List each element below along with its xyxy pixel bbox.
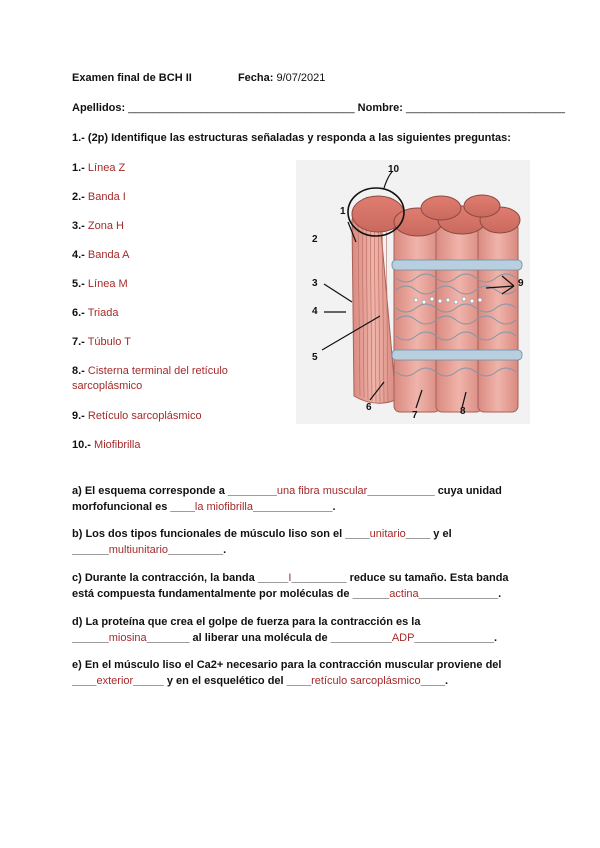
- diagram-label-4: 4: [312, 306, 318, 317]
- muscle-fiber-diagram: [296, 160, 530, 424]
- diagram-label-9: 9: [518, 278, 524, 289]
- question-1-text: (2p) Identifique las estructuras señaladas y responda a las siguientes preguntas:: [87, 132, 511, 144]
- question-a-answer-2: la miofibrilla: [194, 501, 253, 513]
- question-d-answer-2: ADP: [391, 632, 415, 644]
- item-number: 8.-: [72, 365, 85, 377]
- question-e-text-2: _____ y en el esquelético del ____: [133, 675, 312, 687]
- question-1-number: 1.-: [72, 132, 85, 144]
- question-b-answer-1: unitario: [369, 528, 406, 540]
- item-number: 10.-: [72, 439, 91, 451]
- list-item: [72, 190, 126, 205]
- nombre-field[interactable]: __________________________: [405, 102, 566, 114]
- question-a-answer-1: una fibra muscular: [276, 485, 368, 497]
- diagram-label-10: 10: [388, 164, 400, 175]
- exam-header: [72, 72, 325, 84]
- item-answer: Retículo sarcoplásmico: [87, 410, 202, 422]
- diagram-label-2: 2: [312, 234, 318, 245]
- diagram-label-3: 3: [312, 278, 318, 289]
- question-c-text-1: c) Durante la contracción, la banda _____: [72, 572, 289, 584]
- question-a-text-1: a) El esquema corresponde a ________: [72, 485, 277, 497]
- question-c-text-3: _____________.: [418, 588, 502, 600]
- question-d: [72, 614, 512, 646]
- list-item: [72, 277, 128, 292]
- apellidos-label: Apellidos:: [72, 102, 126, 114]
- item-answer: Banda I: [87, 191, 126, 203]
- student-info-line: [72, 102, 565, 114]
- item-number: 3.-: [72, 220, 85, 232]
- list-item: [72, 248, 130, 263]
- question-d-answer-1: miosina: [108, 632, 147, 644]
- myofibril-caps: [352, 195, 520, 236]
- diagram-label-1: 1: [340, 206, 346, 217]
- list-item: [72, 438, 141, 453]
- item-answer: Cisterna terminal del retículo sarcoplásmico: [72, 365, 228, 392]
- question-a: [72, 483, 512, 515]
- item-answer: Zona H: [87, 220, 124, 232]
- question-e-answer-1: exterior: [96, 675, 134, 687]
- question-c-text-2: _________ reduce su tamaño. Esta banda está compuesta fundamentalmente por moléculas de ______: [72, 572, 509, 600]
- question-e: [72, 657, 512, 689]
- question-c-answer-2: actina: [389, 588, 419, 600]
- question-c: [72, 570, 512, 602]
- question-b: [72, 526, 512, 558]
- item-number: 9.-: [72, 410, 85, 422]
- question-d-text-3: _____________.: [414, 632, 498, 644]
- item-answer: Miofibrilla: [94, 439, 141, 451]
- list-item: [72, 161, 125, 176]
- muscle-fiber-illustration: [296, 160, 530, 424]
- item-answer: Banda A: [87, 249, 130, 261]
- item-answer: Línea M: [87, 278, 128, 290]
- diagram-label-7: 7: [412, 410, 418, 421]
- question-b-text-1: b) Los dos tipos funcionales de músculo liso son el ____: [72, 528, 370, 540]
- question-b-answer-2: multiunitario: [108, 544, 169, 556]
- item-number: 1.-: [72, 162, 85, 174]
- question-c-answer-1: I: [288, 572, 292, 584]
- question-e-text-3: ____.: [420, 675, 449, 687]
- list-item: [72, 409, 202, 424]
- question-d-text-1: d) La proteína que crea el golpe de fuerza para la contracción es la ______: [72, 616, 421, 644]
- question-b-text-3: _________.: [168, 544, 227, 556]
- myofibril-columns: [394, 222, 518, 412]
- question-1-heading: [72, 132, 511, 144]
- list-item: [72, 306, 118, 321]
- item-number: 4.-: [72, 249, 85, 261]
- nombre-label: Nombre:: [357, 102, 403, 114]
- diagram-label-5: 5: [312, 352, 318, 363]
- item-answer: Línea Z: [87, 162, 126, 174]
- fecha-value: 9/07/2021: [276, 72, 326, 84]
- list-item: [72, 219, 124, 234]
- item-number: 2.-: [72, 191, 85, 203]
- list-item: [72, 335, 131, 350]
- exam-title: Examen final de BCH II: [72, 72, 192, 84]
- item-number: 7.-: [72, 336, 85, 348]
- question-e-answer-2: retículo sarcoplásmico: [311, 675, 421, 687]
- question-b-text-2: ____ y el ______: [72, 528, 452, 556]
- question-d-text-2: _______ al liberar una molécula de __________: [146, 632, 392, 644]
- list-item: [72, 364, 272, 394]
- question-a-text-2: ___________ cuya unidad morfofuncional es ____: [72, 485, 502, 513]
- fecha-label: Fecha:: [237, 72, 274, 84]
- item-answer: Túbulo T: [87, 336, 131, 348]
- diagram-label-6: 6: [366, 402, 372, 413]
- apellidos-field[interactable]: _____________________________________: [128, 102, 355, 114]
- question-e-text-1: e) En el músculo liso el Ca2+ necesario para la contracción muscular proviene del ____: [72, 659, 502, 687]
- item-number: 5.-: [72, 278, 85, 290]
- item-answer: Triada: [87, 307, 119, 319]
- diagram-label-8: 8: [460, 406, 466, 417]
- question-a-text-3: _____________.: [252, 501, 336, 513]
- item-number: 6.-: [72, 307, 85, 319]
